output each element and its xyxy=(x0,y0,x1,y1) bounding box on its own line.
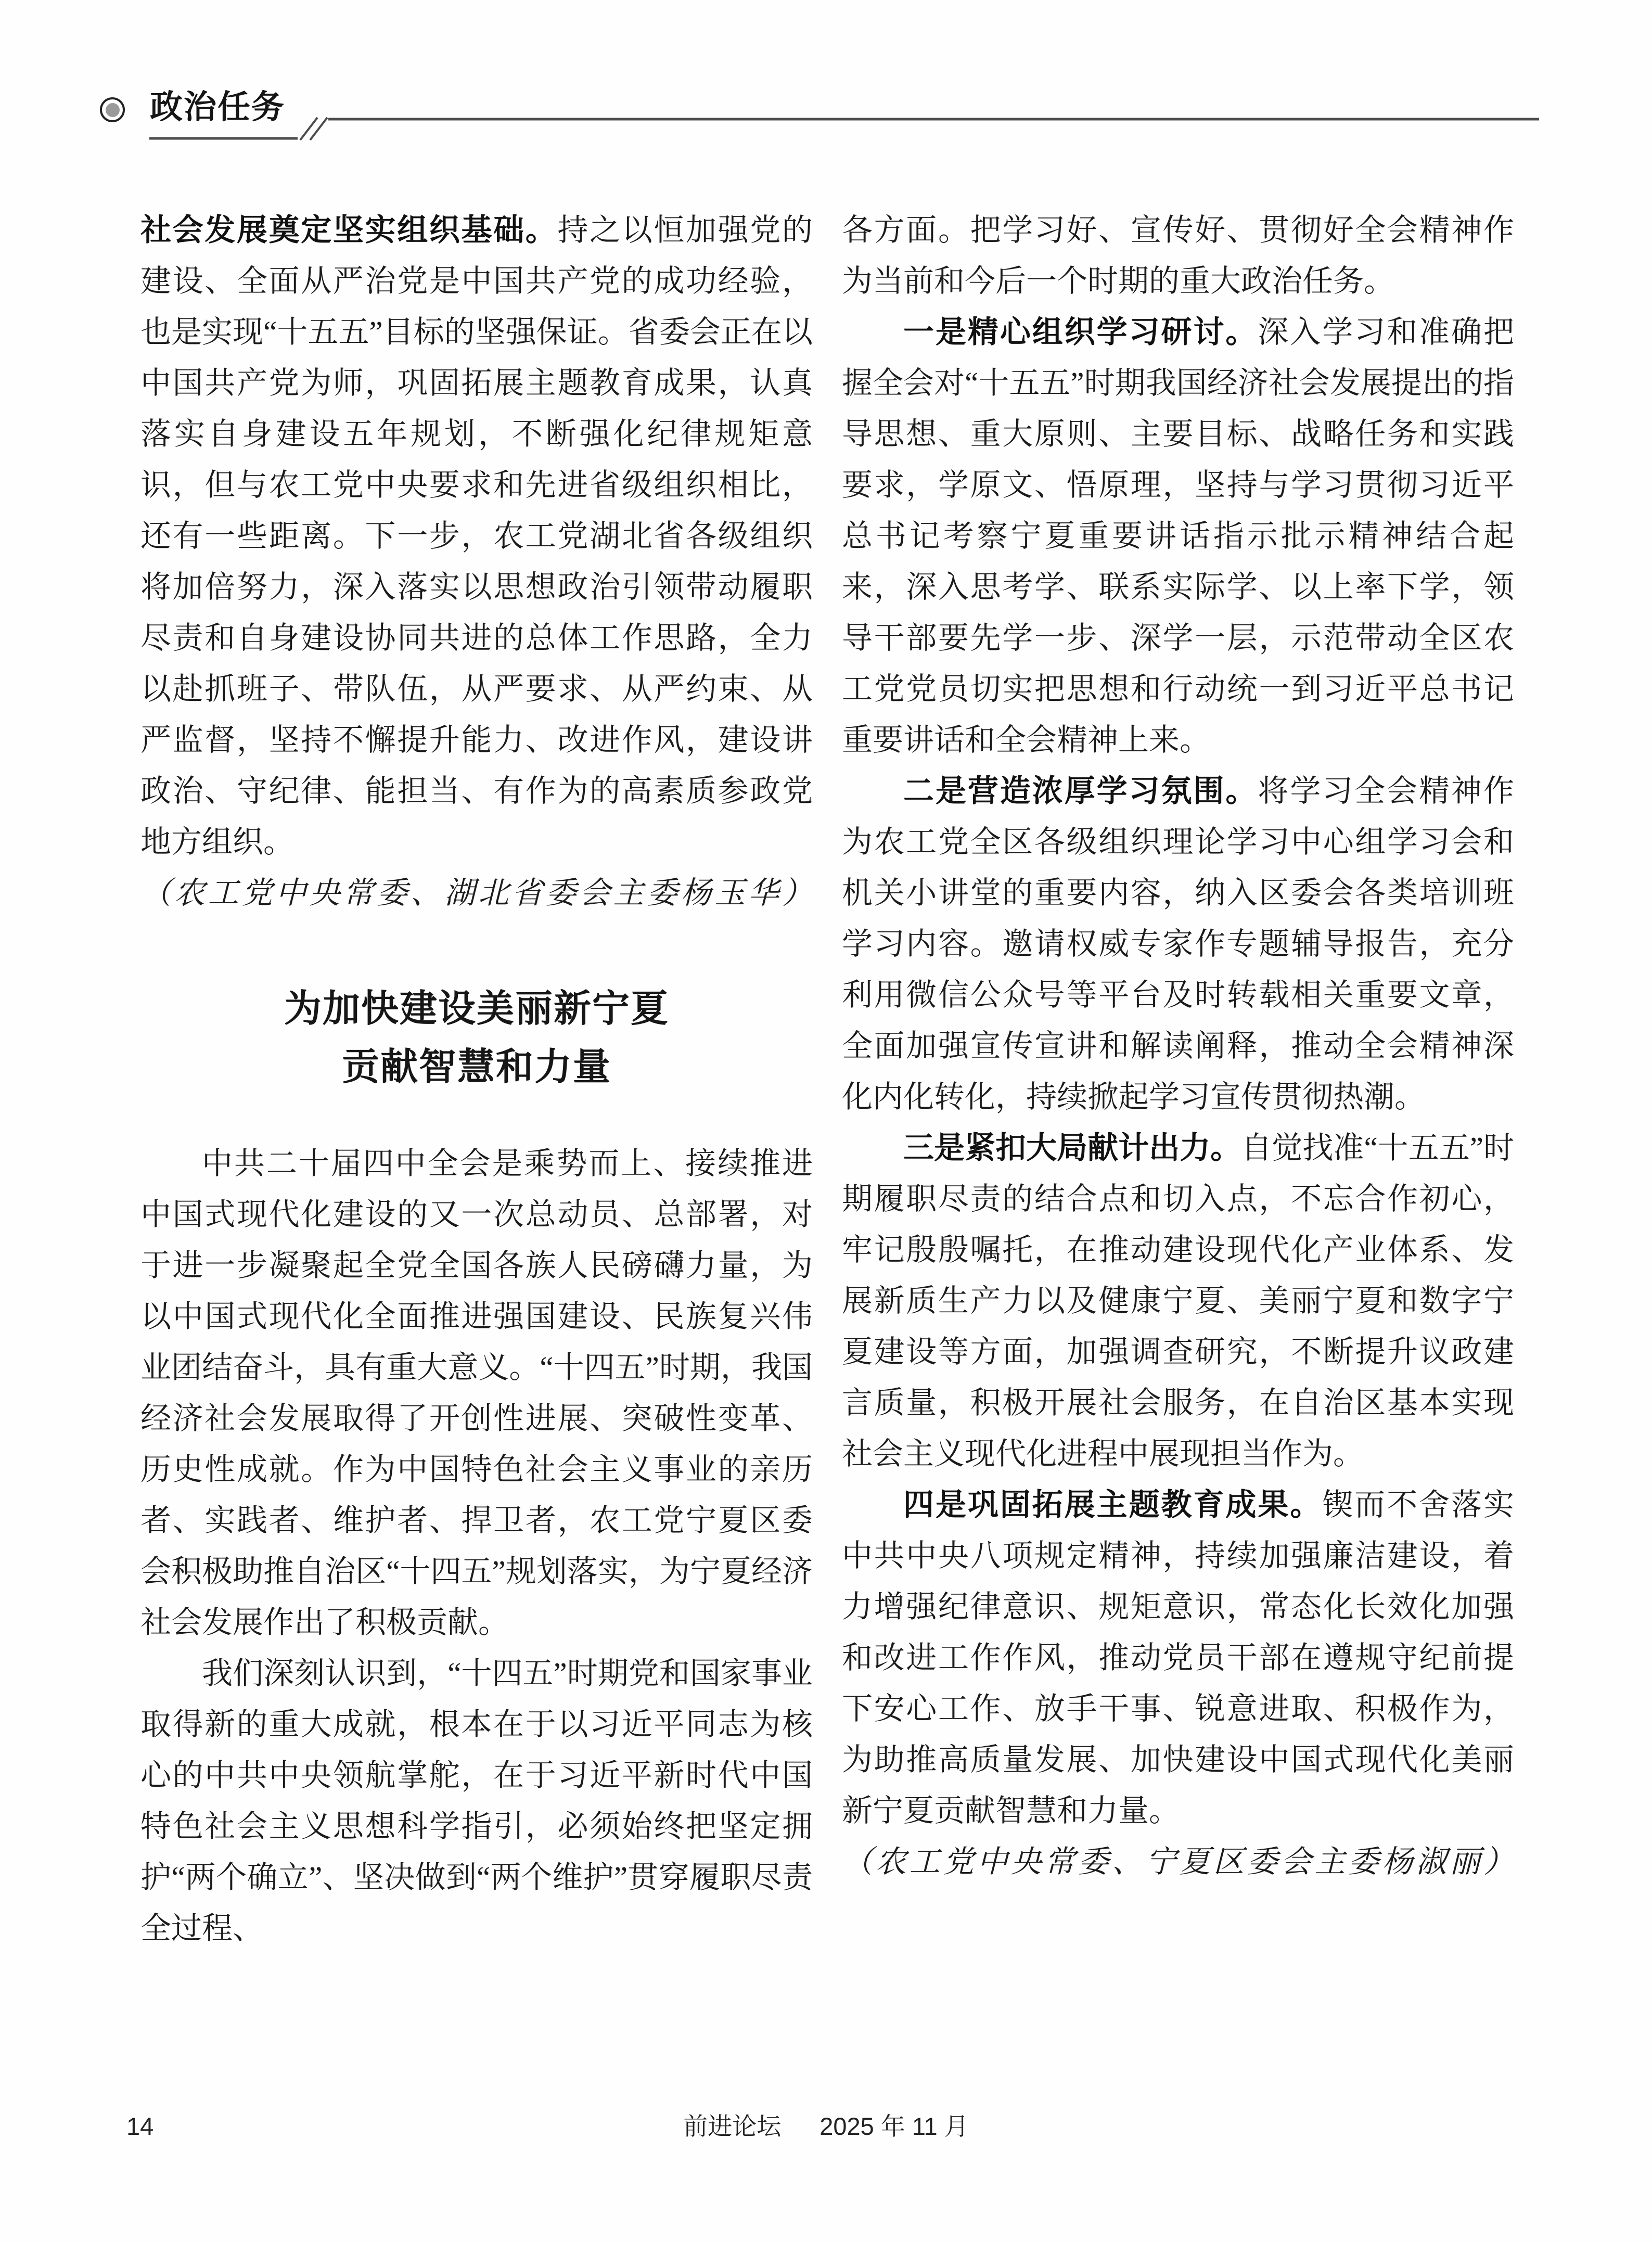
paragraph-point-1 xyxy=(842,306,1514,765)
author-signature-hubei: （农工党中央常委、湖北省委会主委杨玉华） xyxy=(140,876,813,910)
paragraph-point-4 xyxy=(842,1479,1514,1836)
paragraph-continuation: 各方面。把学习好、宣传好、贯彻好全会精神作为当前和今后一个时期的重大政治任务。 xyxy=(842,213,1514,298)
paragraph-point-2 xyxy=(842,765,1514,1122)
bullet-dot-icon xyxy=(106,103,120,117)
paragraph-lead: 二是营造浓厚学习氛围。 xyxy=(903,774,1258,808)
paragraph-text: 持之以恒加强党的建设、全面从严治党是中国共产党的成功经验，也是实现“十五五”目标的坚强保证。省委会正在以中国共产党为师，巩固拓展主题教育成果，认真落实自身建设五年规划，不断强化纪律规矩意识，但与农工党中央要求和先进省级组织相比，还有一些距离。下一步，农工党湖北省各级组织将加倍努力，深入落实以思想政治引领带动履职尽责和自身建设协同共进的总体工作思路，全力以赴抓班子、带队伍，从严要求、从严约束、从严监督，坚持不懈提升能力、改进作风，建设讲政治、守纪律、能担当、有作为的高素质参政党地方组织。 xyxy=(140,213,813,859)
paragraph-text: 锲而不舍落实中共中央八项规定精神，持续加强廉洁建设，着力增强纪律意识、规矩意识，常态化长效化加强和改进工作作风，推动党员干部在遵规守纪前提下安心工作、放手干事、锐意进取、积极作为，为助推高质量发展、加快建设中国式现代化美丽新宁夏贡献智慧和力量。 xyxy=(842,1488,1514,1828)
paragraph: 我们深刻认识到，“十四五”时期党和国家事业取得新的重大成就，根本在于以习近平同志为核心的中共中央领航掌舵，在于习近平新时代中国特色社会主义思想科学指引，必须始终把坚定拥护“两个确立”、坚决做到“两个维护”贯穿履职尽责全过程、 xyxy=(140,1656,813,1945)
category-title: 政治任务 xyxy=(150,89,285,125)
paragraph-continuation xyxy=(140,204,813,867)
author-signature-ningxia: （农工党中央常委、宁夏区委会主委杨淑丽） xyxy=(842,1844,1514,1879)
footer-journal-line xyxy=(0,2112,1652,2141)
article-title xyxy=(140,980,813,1096)
paragraph-lead: 一是精心组织学习研讨。 xyxy=(903,315,1258,349)
issue-date: 2025 年 11 月 xyxy=(819,2112,969,2140)
paragraph-text: 深入学习和准确把握全会对“十五五”时期我国经济社会发展提出的指导思想、重大原则、主要目标、战略任务和实践要求，学原文、悟原理，坚持与学习贯彻习近平总书记考察宁夏重要讲话指示批示精神结合起来，深入思考学、联系实际学、以上率下学，领导干部要先学一步、深学一层，示范带动全区农工党党员切实把思想和行动统一到习近平总书记重要讲话和全会精神上来。 xyxy=(842,315,1514,757)
page-number: 14 xyxy=(126,2112,154,2140)
paragraph-lead: 社会发展奠定坚实组织基础。 xyxy=(140,213,558,247)
right-column xyxy=(842,204,1514,1887)
journal-name: 前进论坛 xyxy=(683,2112,782,2140)
paragraph-text: 自觉找准“十五五”时期履职尽责的结合点和切入点，不忘合作初心，牢记殷殷嘱托，在推动建设现代化产业体系、发展新质生产力以及健康宁夏、美丽宁夏和数字宁夏建设等方面，加强调查研究，不断提升议政建言质量，积极开展社会服务，在自治区基本实现社会主义现代化进程中展现担当作为。 xyxy=(842,1131,1514,1471)
header-rule-decoration xyxy=(0,0,1652,166)
paragraph-point-3 xyxy=(842,1122,1514,1479)
category-bullet-icon xyxy=(100,97,125,122)
left-column xyxy=(140,204,813,1954)
paragraph-lead: 三是紧扣大局献计出力。 xyxy=(903,1131,1241,1165)
paragraph-text: 将学习全会精神作为农工党全区各级组织理论学习中心组学习会和机关小讲堂的重要内容，纳入区委会各类培训班学习内容。邀请权威专家作专题辅导报告，充分利用微信公众号等平台及时转载相关重要文章，全面加强宣传宣讲和解读阐释，推动全会精神深化内化转化，持续掀起学习宣传贯彻热潮。 xyxy=(842,774,1514,1114)
article-title-line2: 贡献智慧和力量 xyxy=(341,1046,611,1088)
paragraph: 中共二十届四中全会是乘势而上、接续推进中国式现代化建设的又一次总动员、总部署，对于进一步凝聚起全党全国各族人民磅礴力量，为以中国式现代化全面推进强国建设、民族复兴伟业团结奋斗，具有重大意义。“十四五”时期，我国经济社会发展取得了开创性进展、突破性变革、历史性成就。作为中国特色社会主义事业的亲历者、实践者、维护者、捍卫者，农工党宁夏区委会积极助推自治区“十四五”规划落实，为宁夏经济社会发展作出了积极贡献。 xyxy=(140,1146,813,1639)
article-title-line1: 为加快建设美丽新宁夏 xyxy=(284,988,669,1030)
paragraph-lead: 四是巩固拓展主题教育成果。 xyxy=(903,1488,1323,1522)
